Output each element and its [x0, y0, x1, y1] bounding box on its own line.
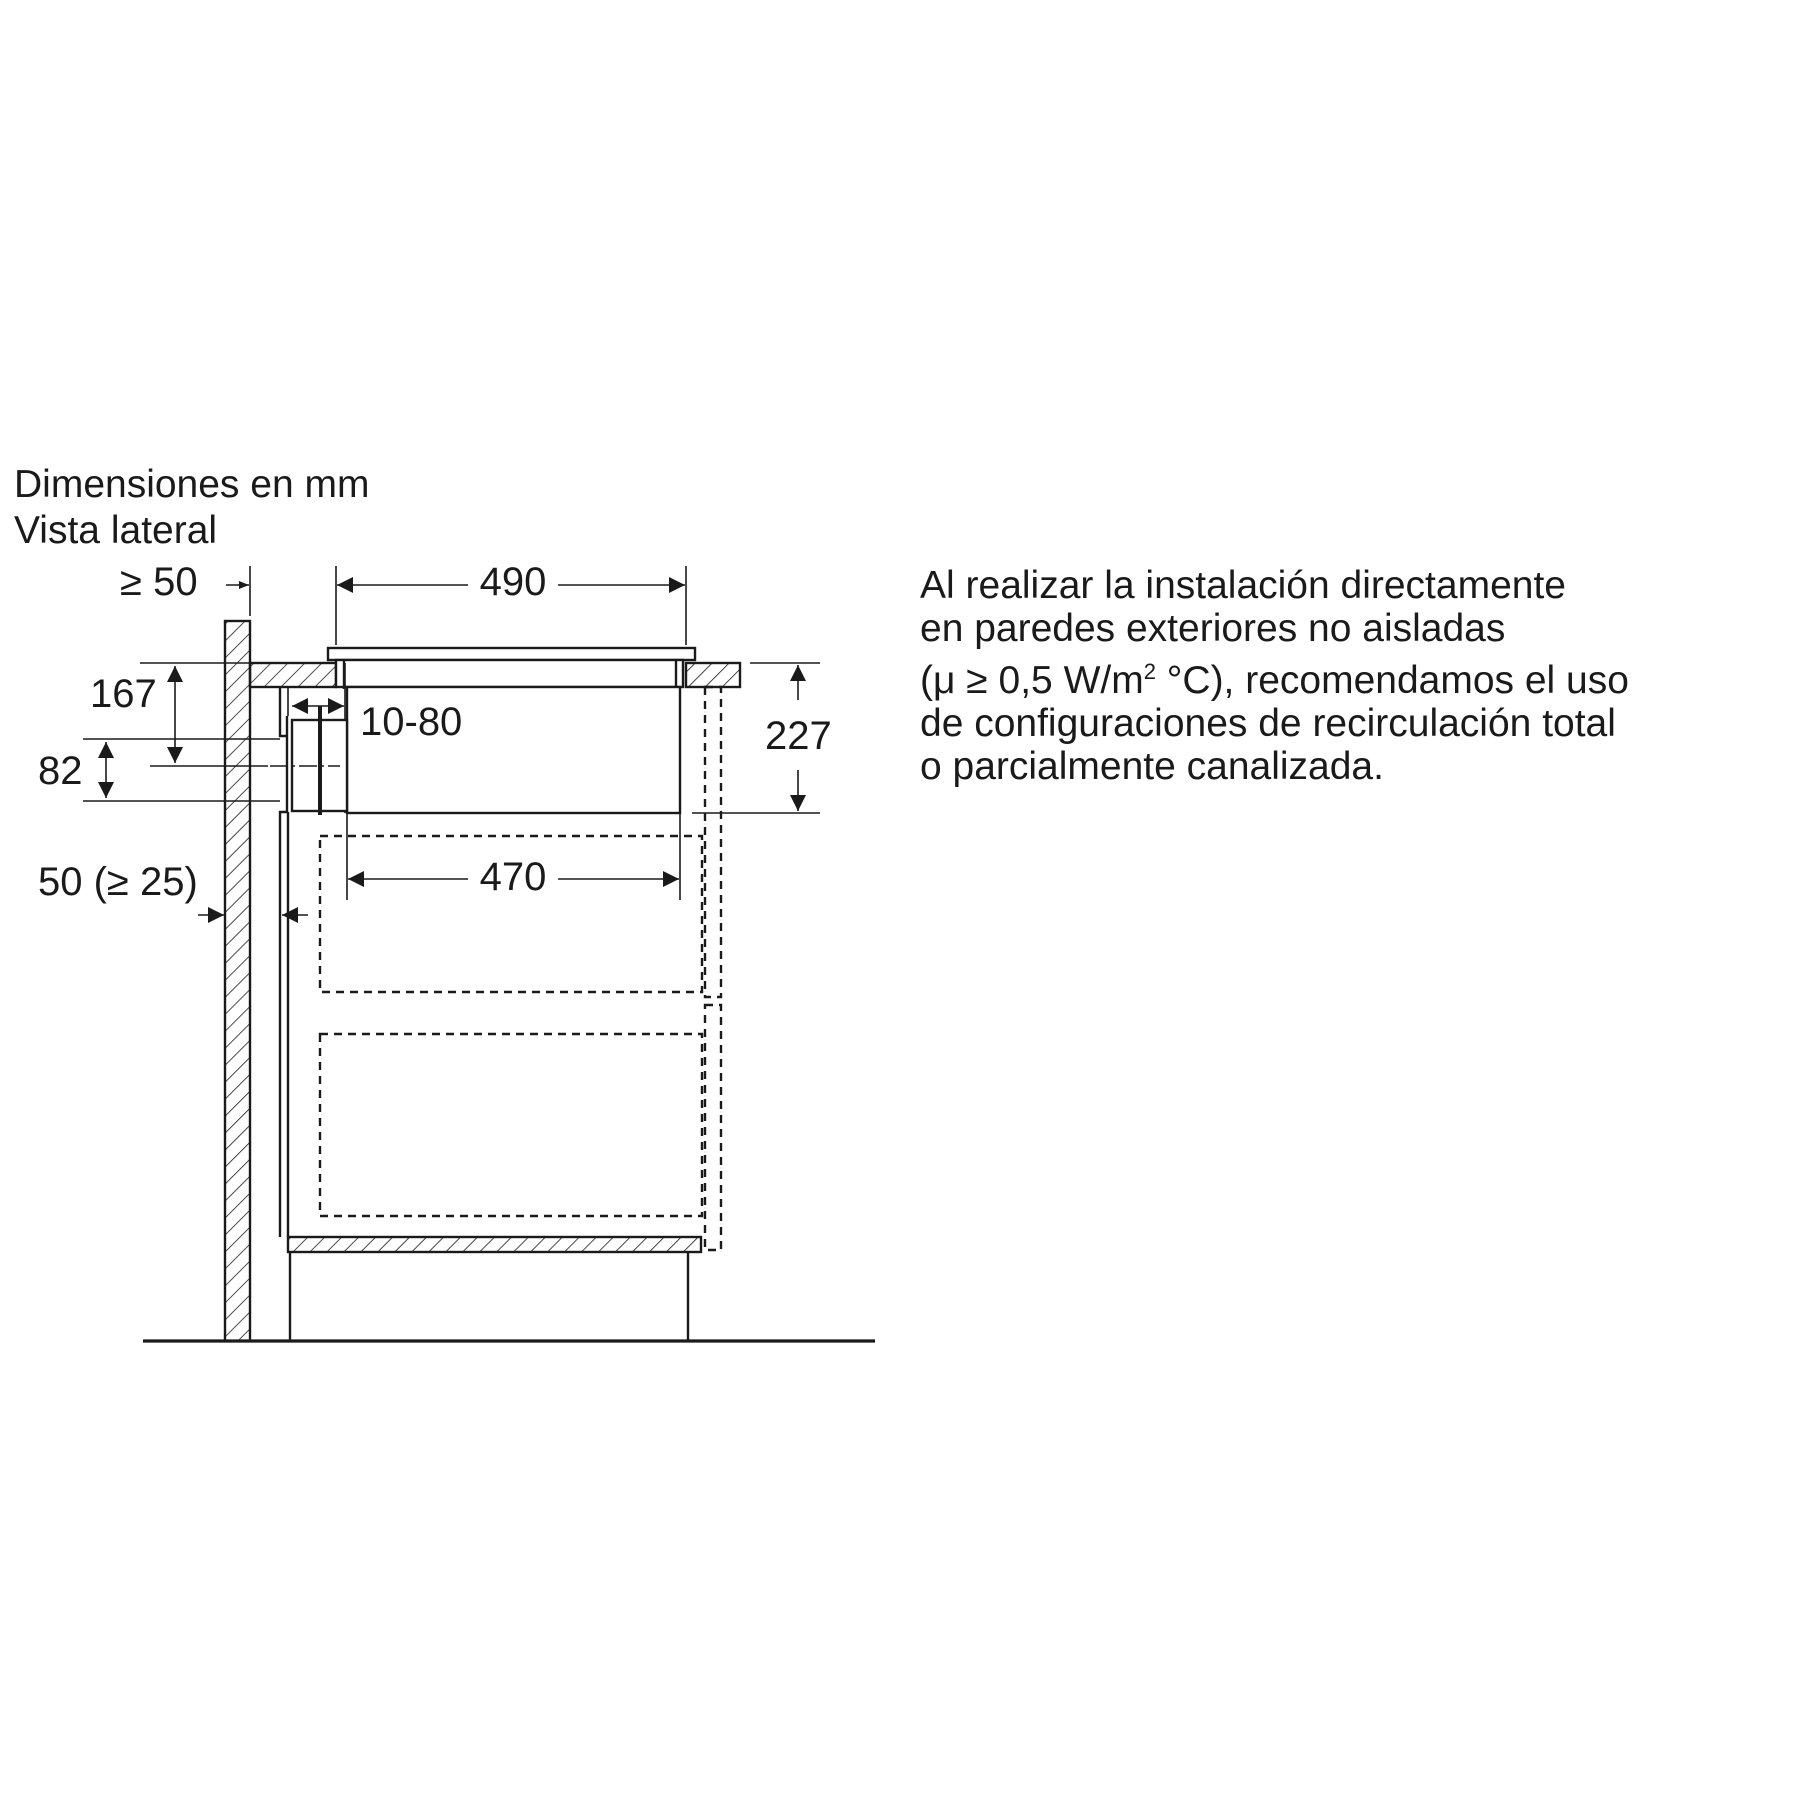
hob-glass — [328, 648, 695, 660]
note-line-3-start: (μ ≥ 0,5 W/m — [920, 659, 1144, 702]
note-superscript: 2 — [1143, 659, 1156, 684]
exterior-wall — [225, 621, 250, 1341]
cabinet-back-panel-bottom — [280, 812, 287, 1237]
note-line-2: en paredes exteriores no aisladas — [920, 607, 1506, 650]
label-height-82: 82 — [38, 749, 83, 793]
lower-drawer-outline — [320, 1034, 702, 1216]
label-cutout-470: 470 — [479, 855, 547, 899]
label-wall-gap-top: ≥ 50 — [120, 560, 198, 604]
note-line-3-end: °C), recomendamos el uso — [1155, 659, 1629, 702]
cabinet-base-board — [288, 1237, 701, 1252]
hob-collar — [336, 660, 683, 687]
label-hob-width: 490 — [479, 560, 547, 604]
label-duct-gap: 10-80 — [360, 700, 463, 744]
front-panel-lower-outline — [705, 1005, 721, 1250]
worktop-right — [686, 663, 740, 687]
worktop-left — [250, 663, 336, 687]
note-line-1: Al realizar la instalación directamente — [920, 564, 1566, 607]
note-line-4: de configuraciones de recirculación total — [920, 702, 1616, 745]
label-depth-227: 227 — [765, 714, 832, 758]
label-wall-gap-bottom: 50 (≥ 25) — [38, 860, 198, 904]
label-height-167: 167 — [90, 672, 157, 716]
front-panel-upper-outline — [705, 687, 721, 997]
diagram-title: Dimensiones en mm — [14, 463, 370, 506]
note-line-5: o parcialmente canalizada. — [920, 745, 1384, 788]
diagram-subtitle: Vista lateral — [14, 509, 218, 552]
